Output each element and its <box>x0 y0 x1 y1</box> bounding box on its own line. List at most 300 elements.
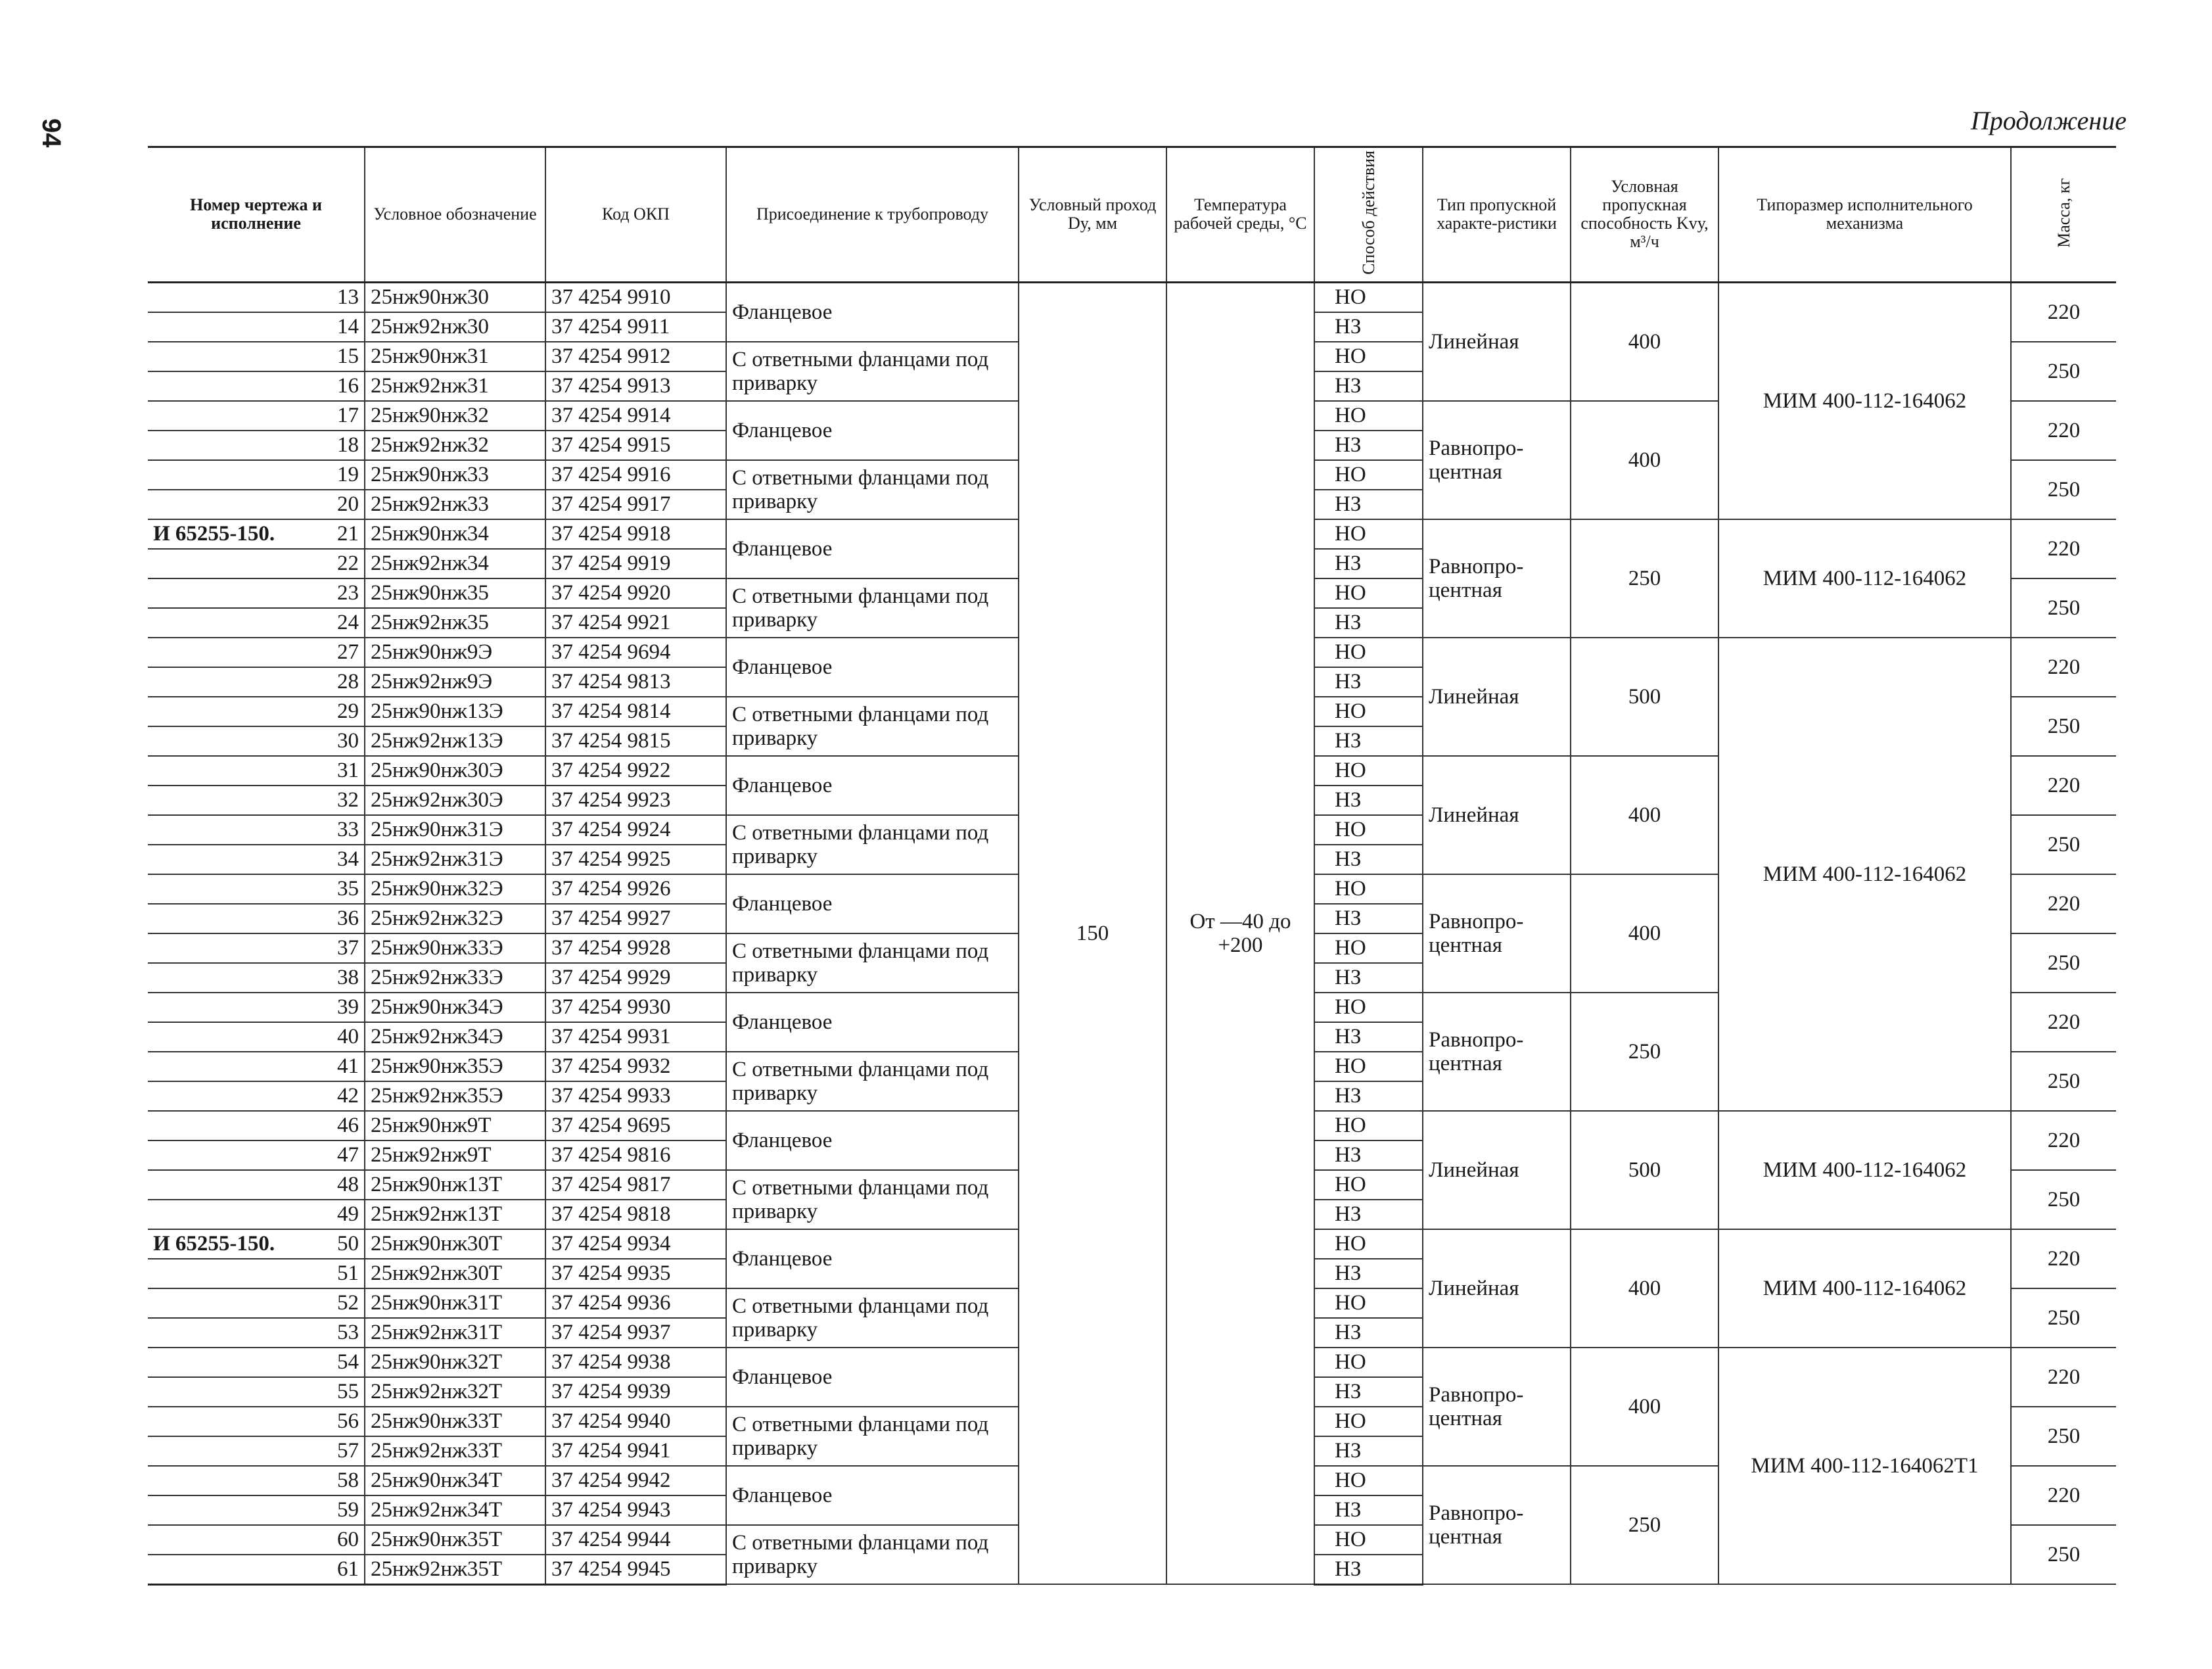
cell-action: НЗ <box>1314 726 1423 756</box>
cell-drawing-number <box>148 431 365 460</box>
execution-number: 24 <box>337 611 359 635</box>
cell-designation: 25нж92нж35Э <box>365 1081 545 1111</box>
cell-mass: 220 <box>2011 1466 2116 1525</box>
drawing-prefix: И 65255-150. <box>153 522 275 546</box>
execution-number: 19 <box>337 463 359 487</box>
execution-number: 59 <box>337 1498 359 1522</box>
cell-okp-code: 37 4254 9944 <box>545 1525 726 1555</box>
cell-connection: Фланцевое <box>726 1348 1019 1407</box>
cell-drawing-number <box>148 549 365 578</box>
cell-designation: 25нж90нж31Э <box>365 815 545 845</box>
cell-designation: 25нж92нж30 <box>365 312 545 342</box>
cell-characteristic: Линейная <box>1423 282 1571 401</box>
execution-number: 21 <box>337 522 359 546</box>
cell-action: НО <box>1314 1525 1423 1555</box>
cell-okp-code: 37 4254 9930 <box>545 993 726 1022</box>
execution-number: 46 <box>337 1114 359 1138</box>
cell-characteristic: Равнопро-центная <box>1423 874 1571 993</box>
cell-action: НО <box>1314 401 1423 431</box>
cell-mass: 250 <box>2011 1407 2116 1466</box>
execution-number: 36 <box>337 906 359 931</box>
cell-okp-code: 37 4254 9913 <box>545 371 726 401</box>
execution-number: 38 <box>337 966 359 990</box>
cell-mass: 250 <box>2011 1525 2116 1585</box>
cell-action: НЗ <box>1314 608 1423 638</box>
cell-action: НЗ <box>1314 371 1423 401</box>
cell-connection: С ответными фланцами под приварку <box>726 815 1019 874</box>
cell-action: НЗ <box>1314 667 1423 697</box>
execution-number: 15 <box>337 344 359 369</box>
header-characteristic: Тип пропускной характе-ристики <box>1423 147 1571 283</box>
cell-mechanism: МИМ 400-112-164062Т1 <box>1718 1348 2011 1585</box>
cell-drawing-number <box>148 726 365 756</box>
header-dy: Условный проход Dу, мм <box>1019 147 1166 283</box>
cell-drawing-number <box>148 1170 365 1200</box>
cell-kvy: 250 <box>1571 1466 1718 1585</box>
cell-characteristic: Равнопро-центная <box>1423 993 1571 1111</box>
cell-okp-code: 37 4254 9919 <box>545 549 726 578</box>
cell-nominal-diameter: 150 <box>1019 282 1166 1584</box>
header-kvy: Условная пропускная способность Kvу, м³/ч <box>1571 147 1718 283</box>
cell-mass: 250 <box>2011 578 2116 638</box>
execution-number: 56 <box>337 1409 359 1434</box>
cell-okp-code: 37 4254 9943 <box>545 1495 726 1525</box>
cell-okp-code: 37 4254 9815 <box>545 726 726 756</box>
execution-number: 30 <box>337 729 359 753</box>
cell-action: НЗ <box>1314 312 1423 342</box>
cell-okp-code: 37 4254 9695 <box>545 1111 726 1140</box>
cell-connection: С ответными фланцами под приварку <box>726 933 1019 993</box>
cell-drawing-number <box>148 786 365 815</box>
execution-number: 14 <box>337 315 359 339</box>
cell-action: НЗ <box>1314 1318 1423 1348</box>
cell-kvy: 500 <box>1571 638 1718 756</box>
cell-designation: 25нж92нж35 <box>365 608 545 638</box>
cell-okp-code: 37 4254 9929 <box>545 963 726 993</box>
table-body <box>148 282 2116 1584</box>
cell-designation: 25нж90нж34 <box>365 519 545 549</box>
header-mass <box>2011 147 2116 283</box>
header-okp: Код ОКП <box>545 147 726 283</box>
cell-designation: 25нж90нж34Э <box>365 993 545 1022</box>
cell-kvy: 400 <box>1571 1348 1718 1466</box>
cell-action: НО <box>1314 697 1423 726</box>
execution-number: 37 <box>337 936 359 960</box>
cell-drawing-number <box>148 1288 365 1318</box>
cell-kvy: 250 <box>1571 993 1718 1111</box>
cell-action: НЗ <box>1314 845 1423 874</box>
cell-designation: 25нж90нж34Т <box>365 1466 545 1495</box>
cell-mass: 220 <box>2011 993 2116 1052</box>
cell-action: НО <box>1314 1466 1423 1495</box>
cell-connection: С ответными фланцами под приварку <box>726 342 1019 401</box>
execution-number: 16 <box>337 374 359 398</box>
cell-mass: 220 <box>2011 282 2116 342</box>
cell-designation: 25нж92нж33 <box>365 490 545 519</box>
cell-drawing-number <box>148 963 365 993</box>
execution-number: 57 <box>337 1439 359 1463</box>
cell-mass: 220 <box>2011 1229 2116 1288</box>
header-mechanism: Типоразмер исполнительного механизма <box>1718 147 2011 283</box>
cell-connection: Фланцевое <box>726 1466 1019 1525</box>
cell-designation: 25нж90нж33 <box>365 460 545 490</box>
cell-drawing-number <box>148 993 365 1022</box>
cell-action: НО <box>1314 1288 1423 1318</box>
execution-number: 55 <box>337 1380 359 1404</box>
cell-action: НО <box>1314 1170 1423 1200</box>
cell-action: НО <box>1314 993 1423 1022</box>
cell-action: НО <box>1314 1052 1423 1081</box>
cell-kvy: 500 <box>1571 1111 1718 1229</box>
cell-mass: 220 <box>2011 401 2116 460</box>
cell-drawing-number <box>148 460 365 490</box>
table-header-row <box>148 147 2116 283</box>
cell-action: НО <box>1314 638 1423 667</box>
cell-drawing-number <box>148 904 365 933</box>
execution-number: 34 <box>337 847 359 872</box>
cell-drawing-number <box>148 1525 365 1555</box>
cell-designation: 25нж90нж32 <box>365 401 545 431</box>
cell-drawing-number <box>148 1229 365 1259</box>
cell-designation: 25нж90нж31 <box>365 342 545 371</box>
cell-action: НО <box>1314 342 1423 371</box>
cell-drawing-number <box>148 371 365 401</box>
execution-number: 39 <box>337 995 359 1020</box>
cell-connection: Фланцевое <box>726 401 1019 460</box>
cell-designation: 25нж92нж32 <box>365 431 545 460</box>
execution-number: 41 <box>337 1054 359 1079</box>
cell-designation: 25нж92нж32Т <box>365 1377 545 1407</box>
cell-designation: 25нж92нж9Э <box>365 667 545 697</box>
cell-drawing-number <box>148 1377 365 1407</box>
cell-designation: 25нж90нж35Т <box>365 1525 545 1555</box>
cell-designation: 25нж92нж13Э <box>365 726 545 756</box>
execution-number: 35 <box>337 877 359 901</box>
cell-action: НО <box>1314 933 1423 963</box>
cell-kvy: 400 <box>1571 282 1718 401</box>
cell-characteristic: Равнопро-центная <box>1423 1348 1571 1466</box>
cell-drawing-number <box>148 1200 365 1229</box>
cell-mechanism: МИМ 400-112-164062 <box>1718 638 2011 1111</box>
cell-okp-code: 37 4254 9936 <box>545 1288 726 1318</box>
cell-mass: 250 <box>2011 342 2116 401</box>
execution-number: 32 <box>337 788 359 812</box>
cell-designation: 25нж90нж35 <box>365 578 545 608</box>
cell-drawing-number <box>148 756 365 786</box>
execution-number: 31 <box>337 759 359 783</box>
cell-kvy: 400 <box>1571 1229 1718 1348</box>
cell-connection: Фланцевое <box>726 1229 1019 1288</box>
cell-connection: С ответными фланцами под приварку <box>726 578 1019 638</box>
cell-mass: 220 <box>2011 1111 2116 1170</box>
cell-characteristic: Равнопро-центная <box>1423 401 1571 519</box>
cell-drawing-number <box>148 282 365 312</box>
execution-number: 40 <box>337 1025 359 1049</box>
cell-designation: 25нж90нж30Т <box>365 1229 545 1259</box>
cell-connection: С ответными фланцами под приварку <box>726 697 1019 756</box>
cell-okp-code: 37 4254 9928 <box>545 933 726 963</box>
cell-connection: Фланцевое <box>726 1111 1019 1170</box>
execution-number: 50 <box>337 1232 359 1256</box>
cell-designation: 25нж92нж33Т <box>365 1436 545 1466</box>
cell-drawing-number <box>148 1111 365 1140</box>
cell-connection: С ответными фланцами под приварку <box>726 1525 1019 1585</box>
cell-designation: 25нж90нж13Э <box>365 697 545 726</box>
cell-okp-code: 37 4254 9945 <box>545 1555 726 1585</box>
cell-drawing-number <box>148 401 365 431</box>
execution-number: 61 <box>337 1557 359 1582</box>
execution-number: 54 <box>337 1350 359 1375</box>
cell-action: НО <box>1314 519 1423 549</box>
cell-connection: Фланцевое <box>726 874 1019 933</box>
header-connection: Присоединение к трубопроводу <box>726 147 1019 283</box>
cell-okp-code: 37 4254 9910 <box>545 282 726 312</box>
cell-action: НЗ <box>1314 1377 1423 1407</box>
cell-action: НО <box>1314 1111 1423 1140</box>
cell-connection: Фланцевое <box>726 519 1019 578</box>
cell-action: НЗ <box>1314 904 1423 933</box>
cell-designation: 25нж90нж35Э <box>365 1052 545 1081</box>
page-number: 94 <box>37 118 66 148</box>
cell-mechanism: МИМ 400-112-164062 <box>1718 1229 2011 1348</box>
cell-okp-code: 37 4254 9942 <box>545 1466 726 1495</box>
execution-number: 17 <box>337 404 359 428</box>
cell-action: НЗ <box>1314 1140 1423 1170</box>
cell-mass: 220 <box>2011 756 2116 815</box>
cell-action: НО <box>1314 282 1423 312</box>
cell-designation: 25нж92нж13Т <box>365 1200 545 1229</box>
valve-table-container <box>148 146 2116 1586</box>
cell-drawing-number <box>148 667 365 697</box>
cell-okp-code: 37 4254 9921 <box>545 608 726 638</box>
cell-action: НО <box>1314 1348 1423 1377</box>
cell-okp-code: 37 4254 9694 <box>545 638 726 667</box>
cell-connection: С ответными фланцами под приварку <box>726 1170 1019 1229</box>
cell-designation: 25нж92нж31Т <box>365 1318 545 1348</box>
cell-okp-code: 37 4254 9939 <box>545 1377 726 1407</box>
cell-drawing-number <box>148 1318 365 1348</box>
execution-number: 52 <box>337 1291 359 1315</box>
cell-action: НО <box>1314 815 1423 845</box>
cell-connection: С ответными фланцами под приварку <box>726 460 1019 519</box>
header-action <box>1314 147 1423 283</box>
cell-action: НО <box>1314 578 1423 608</box>
cell-drawing-number <box>148 933 365 963</box>
cell-okp-code: 37 4254 9926 <box>545 874 726 904</box>
cell-okp-code: 37 4254 9914 <box>545 401 726 431</box>
cell-action: НО <box>1314 460 1423 490</box>
cell-mass: 220 <box>2011 1348 2116 1407</box>
cell-okp-code: 37 4254 9920 <box>545 578 726 608</box>
cell-designation: 25нж90нж33Э <box>365 933 545 963</box>
cell-mass: 220 <box>2011 638 2116 697</box>
cell-action: НЗ <box>1314 549 1423 578</box>
cell-designation: 25нж90нж9Т <box>365 1111 545 1140</box>
cell-mass: 250 <box>2011 460 2116 519</box>
cell-action: НЗ <box>1314 786 1423 815</box>
cell-designation: 25нж92нж35Т <box>365 1555 545 1585</box>
cell-action: НО <box>1314 1229 1423 1259</box>
cell-okp-code: 37 4254 9940 <box>545 1407 726 1436</box>
execution-number: 13 <box>337 285 359 310</box>
cell-kvy: 250 <box>1571 519 1718 638</box>
cell-okp-code: 37 4254 9911 <box>545 312 726 342</box>
cell-mechanism: МИМ 400-112-164062 <box>1718 282 2011 519</box>
cell-designation: 25нж90нж32Э <box>365 874 545 904</box>
cell-mass: 250 <box>2011 1170 2116 1229</box>
cell-characteristic: Линейная <box>1423 756 1571 874</box>
cell-okp-code: 37 4254 9927 <box>545 904 726 933</box>
cell-mass: 250 <box>2011 1288 2116 1348</box>
cell-okp-code: 37 4254 9922 <box>545 756 726 786</box>
cell-okp-code: 37 4254 9915 <box>545 431 726 460</box>
cell-drawing-number <box>148 1022 365 1052</box>
cell-connection: Фланцевое <box>726 282 1019 342</box>
cell-kvy: 400 <box>1571 874 1718 993</box>
cell-mass: 250 <box>2011 815 2116 874</box>
cell-okp-code: 37 4254 9933 <box>545 1081 726 1111</box>
cell-okp-code: 37 4254 9932 <box>545 1052 726 1081</box>
execution-number: 42 <box>337 1084 359 1108</box>
drawing-prefix: И 65255-150. <box>153 1232 275 1256</box>
execution-number: 23 <box>337 581 359 605</box>
cell-designation: 25нж92нж30Э <box>365 786 545 815</box>
cell-okp-code: 37 4254 9917 <box>545 490 726 519</box>
cell-drawing-number <box>148 519 365 549</box>
cell-drawing-number <box>148 1555 365 1585</box>
cell-okp-code: 37 4254 9918 <box>545 519 726 549</box>
cell-designation: 25нж92нж31 <box>365 371 545 401</box>
cell-designation: 25нж92нж31Э <box>365 845 545 874</box>
cell-action: НЗ <box>1314 1200 1423 1229</box>
cell-drawing-number <box>148 1495 365 1525</box>
cell-okp-code: 37 4254 9937 <box>545 1318 726 1348</box>
cell-connection: Фланцевое <box>726 993 1019 1052</box>
cell-action: НО <box>1314 1407 1423 1436</box>
cell-designation: 25нж90нж31Т <box>365 1288 545 1318</box>
execution-number: 20 <box>337 492 359 517</box>
header-action-label: Способ действия <box>1358 151 1378 275</box>
table-row <box>148 282 2116 312</box>
cell-mass: 250 <box>2011 1052 2116 1111</box>
cell-designation: 25нж90нж30Э <box>365 756 545 786</box>
cell-characteristic: Равнопро-центная <box>1423 519 1571 638</box>
execution-number: 49 <box>337 1202 359 1227</box>
cell-mechanism: МИМ 400-112-164062 <box>1718 1111 2011 1229</box>
cell-characteristic: Линейная <box>1423 638 1571 756</box>
cell-action: НЗ <box>1314 1495 1423 1525</box>
execution-number: 18 <box>337 433 359 458</box>
cell-designation: 25нж90нж13Т <box>365 1170 545 1200</box>
cell-drawing-number <box>148 697 365 726</box>
cell-okp-code: 37 4254 9923 <box>545 786 726 815</box>
cell-okp-code: 37 4254 9941 <box>545 1436 726 1466</box>
cell-okp-code: 37 4254 9924 <box>545 815 726 845</box>
cell-mass: 250 <box>2011 697 2116 756</box>
valve-table <box>148 146 2116 1586</box>
cell-drawing-number <box>148 845 365 874</box>
cell-characteristic: Линейная <box>1423 1111 1571 1229</box>
execution-number: 60 <box>337 1528 359 1552</box>
cell-action: НЗ <box>1314 1081 1423 1111</box>
cell-mass: 220 <box>2011 874 2116 933</box>
execution-number: 47 <box>337 1143 359 1167</box>
cell-kvy: 400 <box>1571 756 1718 874</box>
cell-designation: 25нж92нж34Э <box>365 1022 545 1052</box>
cell-characteristic: Линейная <box>1423 1229 1571 1348</box>
cell-drawing-number <box>148 1052 365 1081</box>
cell-okp-code: 37 4254 9813 <box>545 667 726 697</box>
execution-number: 58 <box>337 1469 359 1493</box>
cell-okp-code: 37 4254 9818 <box>545 1200 726 1229</box>
cell-designation: 25нж92нж32Э <box>365 904 545 933</box>
cell-mass: 250 <box>2011 933 2116 993</box>
header-drawing: Номер чертежа и исполнение <box>148 147 365 283</box>
execution-number: 22 <box>337 552 359 576</box>
cell-drawing-number <box>148 1436 365 1466</box>
cell-drawing-number <box>148 342 365 371</box>
cell-designation: 25нж90нж32Т <box>365 1348 545 1377</box>
cell-characteristic: Равнопро-центная <box>1423 1466 1571 1585</box>
cell-drawing-number <box>148 312 365 342</box>
cell-mechanism: МИМ 400-112-164062 <box>1718 519 2011 638</box>
cell-action: НЗ <box>1314 1555 1423 1585</box>
cell-action: НЗ <box>1314 1259 1423 1288</box>
cell-drawing-number <box>148 490 365 519</box>
cell-drawing-number <box>148 815 365 845</box>
header-temp: Температура рабочей среды, °С <box>1166 147 1314 283</box>
cell-okp-code: 37 4254 9934 <box>545 1229 726 1259</box>
execution-number: 28 <box>337 670 359 694</box>
header-mass-label: Масса, кг <box>2054 177 2073 248</box>
cell-okp-code: 37 4254 9816 <box>545 1140 726 1170</box>
cell-okp-code: 37 4254 9814 <box>545 697 726 726</box>
cell-okp-code: 37 4254 9916 <box>545 460 726 490</box>
cell-connection: Фланцевое <box>726 756 1019 815</box>
cell-drawing-number <box>148 1466 365 1495</box>
cell-okp-code: 37 4254 9938 <box>545 1348 726 1377</box>
execution-number: 48 <box>337 1173 359 1197</box>
cell-okp-code: 37 4254 9817 <box>545 1170 726 1200</box>
cell-designation: 25нж92нж30Т <box>365 1259 545 1288</box>
cell-temperature: От —40 до +200 <box>1166 282 1314 1584</box>
cell-drawing-number <box>148 608 365 638</box>
cell-designation: 25нж92нж33Э <box>365 963 545 993</box>
cell-action: НЗ <box>1314 431 1423 460</box>
cell-okp-code: 37 4254 9931 <box>545 1022 726 1052</box>
cell-connection: Фланцевое <box>726 638 1019 697</box>
cell-drawing-number <box>148 874 365 904</box>
header-designation: Условное обозначение <box>365 147 545 283</box>
cell-action: НЗ <box>1314 963 1423 993</box>
cell-mass: 220 <box>2011 519 2116 578</box>
cell-action: НЗ <box>1314 490 1423 519</box>
cell-drawing-number <box>148 1348 365 1377</box>
continuation-label: Продолжение <box>1970 106 2127 135</box>
cell-connection: С ответными фланцами под приварку <box>726 1407 1019 1466</box>
cell-drawing-number <box>148 638 365 667</box>
cell-okp-code: 37 4254 9925 <box>545 845 726 874</box>
cell-drawing-number <box>148 1140 365 1170</box>
cell-action: НО <box>1314 756 1423 786</box>
execution-number: 51 <box>337 1261 359 1286</box>
cell-action: НЗ <box>1314 1022 1423 1052</box>
cell-drawing-number <box>148 1259 365 1288</box>
execution-number: 33 <box>337 818 359 842</box>
cell-designation: 25нж90нж33Т <box>365 1407 545 1436</box>
cell-designation: 25нж90нж9Э <box>365 638 545 667</box>
cell-designation: 25нж92нж9Т <box>365 1140 545 1170</box>
